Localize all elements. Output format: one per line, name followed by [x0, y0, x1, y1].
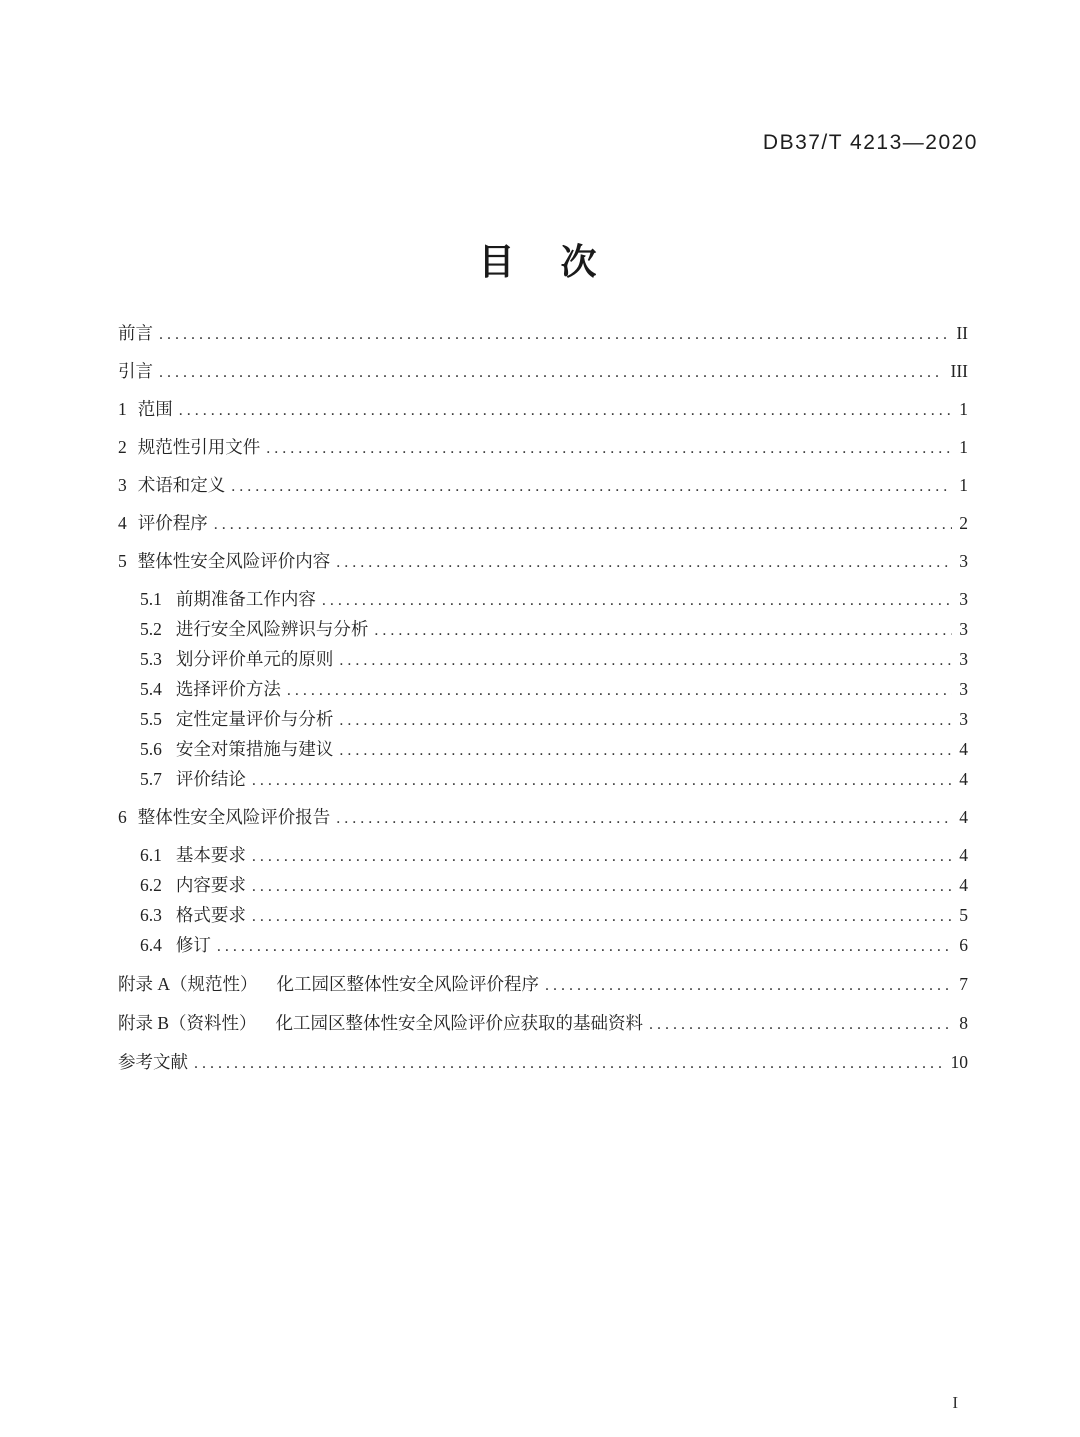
toc-entry-number: 3: [118, 475, 127, 495]
toc-dot-leader: [252, 841, 952, 871]
toc-entry-6-1: [118, 841, 968, 871]
toc-entry-page: 4: [959, 739, 968, 759]
toc-entry-number: 6.4: [140, 935, 162, 955]
toc-entry-number: 5.7: [140, 769, 162, 789]
toc-entry-title: 定性定量评价与分析: [175, 709, 334, 729]
toc-entry-number: 6: [118, 807, 127, 827]
document-code: DB37/T 4213—2020: [762, 131, 978, 154]
toc-dot-leader: [374, 615, 952, 645]
toc-entry-page: 3: [959, 551, 968, 571]
toc-entry-page: 1: [959, 475, 968, 495]
toc-entry-number: 5: [118, 551, 127, 571]
toc-entry-page: 3: [959, 649, 968, 669]
footer-page-number: I: [952, 1393, 958, 1412]
toc-entry-5-2: [118, 615, 968, 645]
toc-entry-title: 进行安全风险辨识与分析: [175, 619, 369, 639]
toc-entry-page: III: [950, 361, 968, 381]
toc-entry-page: 3: [959, 679, 968, 699]
toc-dot-leader: [252, 765, 952, 795]
toc-dot-leader: [252, 871, 952, 901]
toc-entry-title: 化工园区整体性安全风险评价应获取的基础资料: [275, 1013, 644, 1033]
toc-entry-number: 5.6: [140, 739, 162, 759]
toc-dot-leader: [266, 433, 952, 463]
toc-entry-5-6: [118, 735, 968, 765]
toc-entry-number: 5.3: [140, 649, 162, 669]
toc-entry-title: 前期准备工作内容: [175, 589, 316, 609]
toc-dot-leader: [214, 509, 953, 539]
toc-entry-section-6: [118, 803, 968, 833]
toc-entry-title: 化工园区整体性安全风险评价程序: [276, 974, 540, 994]
toc-entry-title: 划分评价单元的原则: [175, 649, 334, 669]
toc-dot-leader: [322, 585, 952, 615]
toc-entry-title: 整体性安全风险评价内容: [137, 551, 331, 571]
toc-entry-5-5: [118, 705, 968, 735]
toc-entry-title: 格式要求: [175, 905, 246, 925]
toc-entry-number: 2: [118, 437, 127, 457]
toc-entry-title: 术语和定义: [137, 475, 226, 495]
toc-entry-number: 6.2: [140, 875, 162, 895]
toc-entry-number: 附录 B（资料性）: [118, 1013, 257, 1033]
toc-entry-foreword: [118, 319, 968, 349]
toc-entry-page: 3: [959, 619, 968, 639]
toc-entry-6-3: [118, 901, 968, 931]
toc-entry-title: 选择评价方法: [175, 679, 281, 699]
toc-entry-title: 整体性安全风险评价报告: [137, 807, 331, 827]
toc-entry-terms-definitions: [118, 471, 968, 501]
toc-entry-page: 7: [959, 974, 968, 994]
toc-entry-page: 2: [959, 513, 968, 533]
toc-entry-page: 6: [959, 935, 968, 955]
toc-entry-page: II: [956, 323, 968, 343]
toc-entry-title: 修订: [175, 935, 211, 955]
toc-entry-introduction: [118, 357, 968, 387]
toc-entry-number: 6.3: [140, 905, 162, 925]
toc-entry-title: 评价程序: [137, 513, 208, 533]
toc-entry-title: 评价结论: [175, 769, 246, 789]
toc-entry-references: [118, 1048, 968, 1078]
toc-entry-page: 8: [959, 1013, 968, 1033]
toc-entry-page: 4: [959, 845, 968, 865]
toc-entry-number: 5.2: [140, 619, 162, 639]
toc-entry-title: 参考文献: [118, 1052, 188, 1072]
toc-entry-title: 引言: [118, 361, 153, 381]
toc-dot-leader: [179, 395, 953, 425]
toc-dot-leader: [194, 1048, 944, 1078]
toc-dot-leader: [336, 547, 952, 577]
toc-entry-number: 5.4: [140, 679, 162, 699]
toc-entry-page: 4: [959, 769, 968, 789]
toc-entry-5-4: [118, 675, 968, 705]
toc-entry-title: 范围: [137, 399, 173, 419]
toc-dot-leader: [339, 705, 952, 735]
toc-entry-number: 6.1: [140, 845, 162, 865]
toc-dot-leader: [649, 1009, 952, 1039]
toc-dot-leader: [231, 471, 952, 501]
toc-entry-section-5: [118, 547, 968, 577]
toc-dot-leader: [545, 970, 952, 1000]
toc-entry-evaluation-procedure: [118, 509, 968, 539]
toc-entry-number: 5.1: [140, 589, 162, 609]
toc-entry-page: 1: [959, 437, 968, 457]
toc-entry-number: 附录 A（规范性）: [118, 974, 258, 994]
page-title: 目 次: [478, 242, 602, 282]
toc-entry-title: 安全对策措施与建议: [175, 739, 334, 759]
toc-entry-page: 4: [959, 875, 968, 895]
toc-entry-number: 4: [118, 513, 127, 533]
toc-entry-title: 规范性引用文件: [137, 437, 261, 457]
toc-dot-leader: [252, 901, 952, 931]
toc-entry-appendix-a: [118, 970, 968, 1000]
toc-entry-page: 3: [959, 589, 968, 609]
toc-entry-scope: [118, 395, 968, 425]
toc-entry-6-2: [118, 871, 968, 901]
toc-entry-page: 10: [950, 1052, 968, 1072]
toc-entry-title: 内容要求: [175, 875, 246, 895]
table-of-contents: [118, 311, 968, 1078]
toc-entry-5-3: [118, 645, 968, 675]
toc-dot-leader: [287, 675, 952, 705]
toc-entry-title: 基本要求: [175, 845, 246, 865]
toc-entry-normative-references: [118, 433, 968, 463]
toc-entry-number: 1: [118, 399, 127, 419]
toc-dot-leader: [339, 735, 952, 765]
toc-dot-leader: [339, 645, 952, 675]
toc-entry-appendix-b: [118, 1009, 968, 1039]
toc-entry-6-4: [118, 931, 968, 961]
toc-entry-title: 前言: [118, 323, 153, 343]
toc-entry-5-1: [118, 585, 968, 615]
toc-dot-leader: [159, 319, 949, 349]
toc-entry-5-7: [118, 765, 968, 795]
toc-dot-leader: [159, 357, 944, 387]
toc-dot-leader: [217, 931, 952, 961]
toc-entry-page: 4: [959, 807, 968, 827]
toc-entry-page: 3: [959, 709, 968, 729]
toc-entry-number: 5.5: [140, 709, 162, 729]
toc-entry-page: 5: [959, 905, 968, 925]
toc-entry-page: 1: [959, 399, 968, 419]
toc-dot-leader: [336, 803, 952, 833]
